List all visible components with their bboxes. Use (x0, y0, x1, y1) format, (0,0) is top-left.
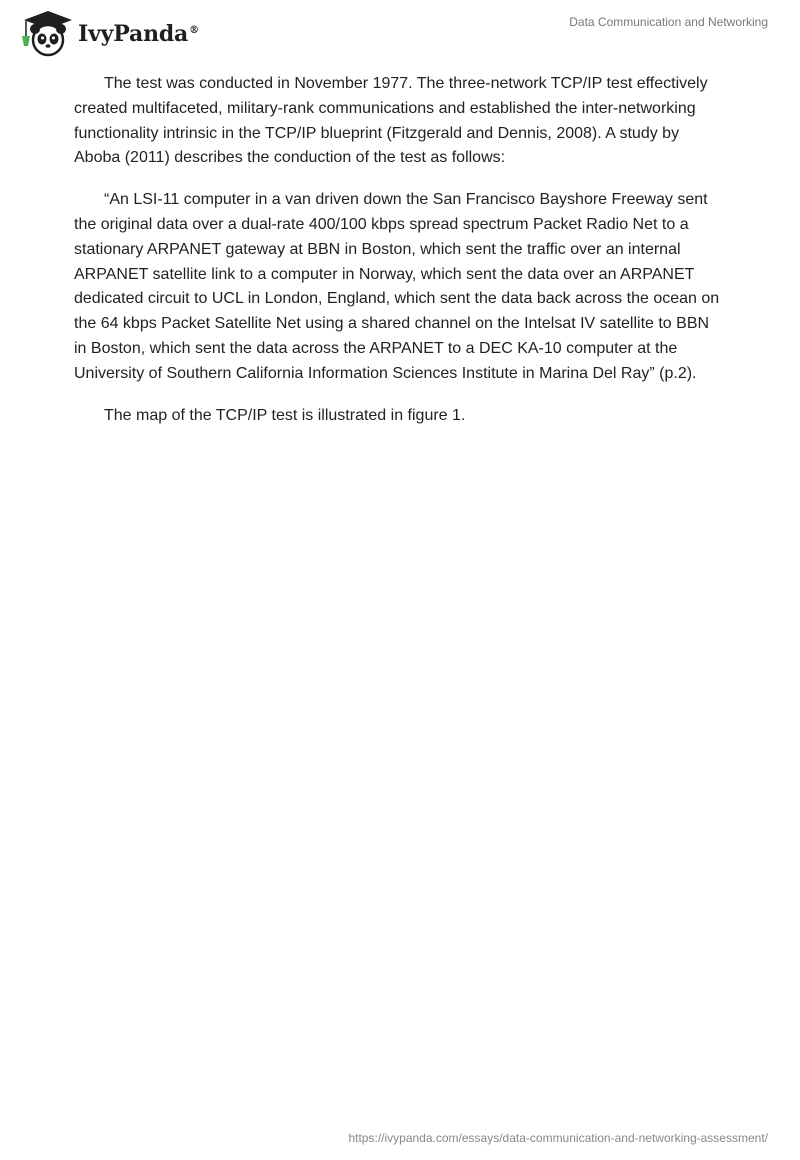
essay-body (74, 72, 724, 445)
ivypanda-logo[interactable] (14, 8, 199, 58)
logo-wordmark: IvyPanda® (78, 21, 199, 47)
source-url-link[interactable]: https://ivypanda.com/essays/data-communication-and-networking-assessment/ (348, 1131, 768, 1145)
panda-graduate-icon (14, 8, 76, 58)
paragraph-figure-ref: The map of the TCP/IP test is illustrated in figure 1. (104, 406, 466, 424)
document-header-title: Data Communication and Networking (569, 15, 768, 29)
paragraph-quote: “An LSI-11 computer in a van driven down the San Francisco Bayshore Freeway sent the original data over a dual-rate 400/100 kbps spread spectrum Packet Radio Net to a stationary ARPANET gateway at BBN in Boston, which sent the traffic over an internal ARPANET satellite link to a computer in Norway, which sent the data over an ARPANET dedicated circuit to UCL in London, England, which sent the data back across the ocean on the 64 kbps Packet Satellite Net using a shared channel on the Intelsat IV satellite to BBN in Boston, which sent the data across the ARPANET to a DEC KA-10 computer at the University of Southern California Information Sciences Institute in Marina Del Ray” (p.2). (74, 191, 720, 382)
paragraph-intro: The test was conducted in November 1977. The three-network TCP/IP test effectively created multifaceted, military-rank communications and established the inter-networking functionality intrinsic in the TCP/IP blueprint (Fitzgerald and Dennis, 2008). A study by Aboba (2011) describes the conduction of the test as follows: (74, 75, 708, 167)
